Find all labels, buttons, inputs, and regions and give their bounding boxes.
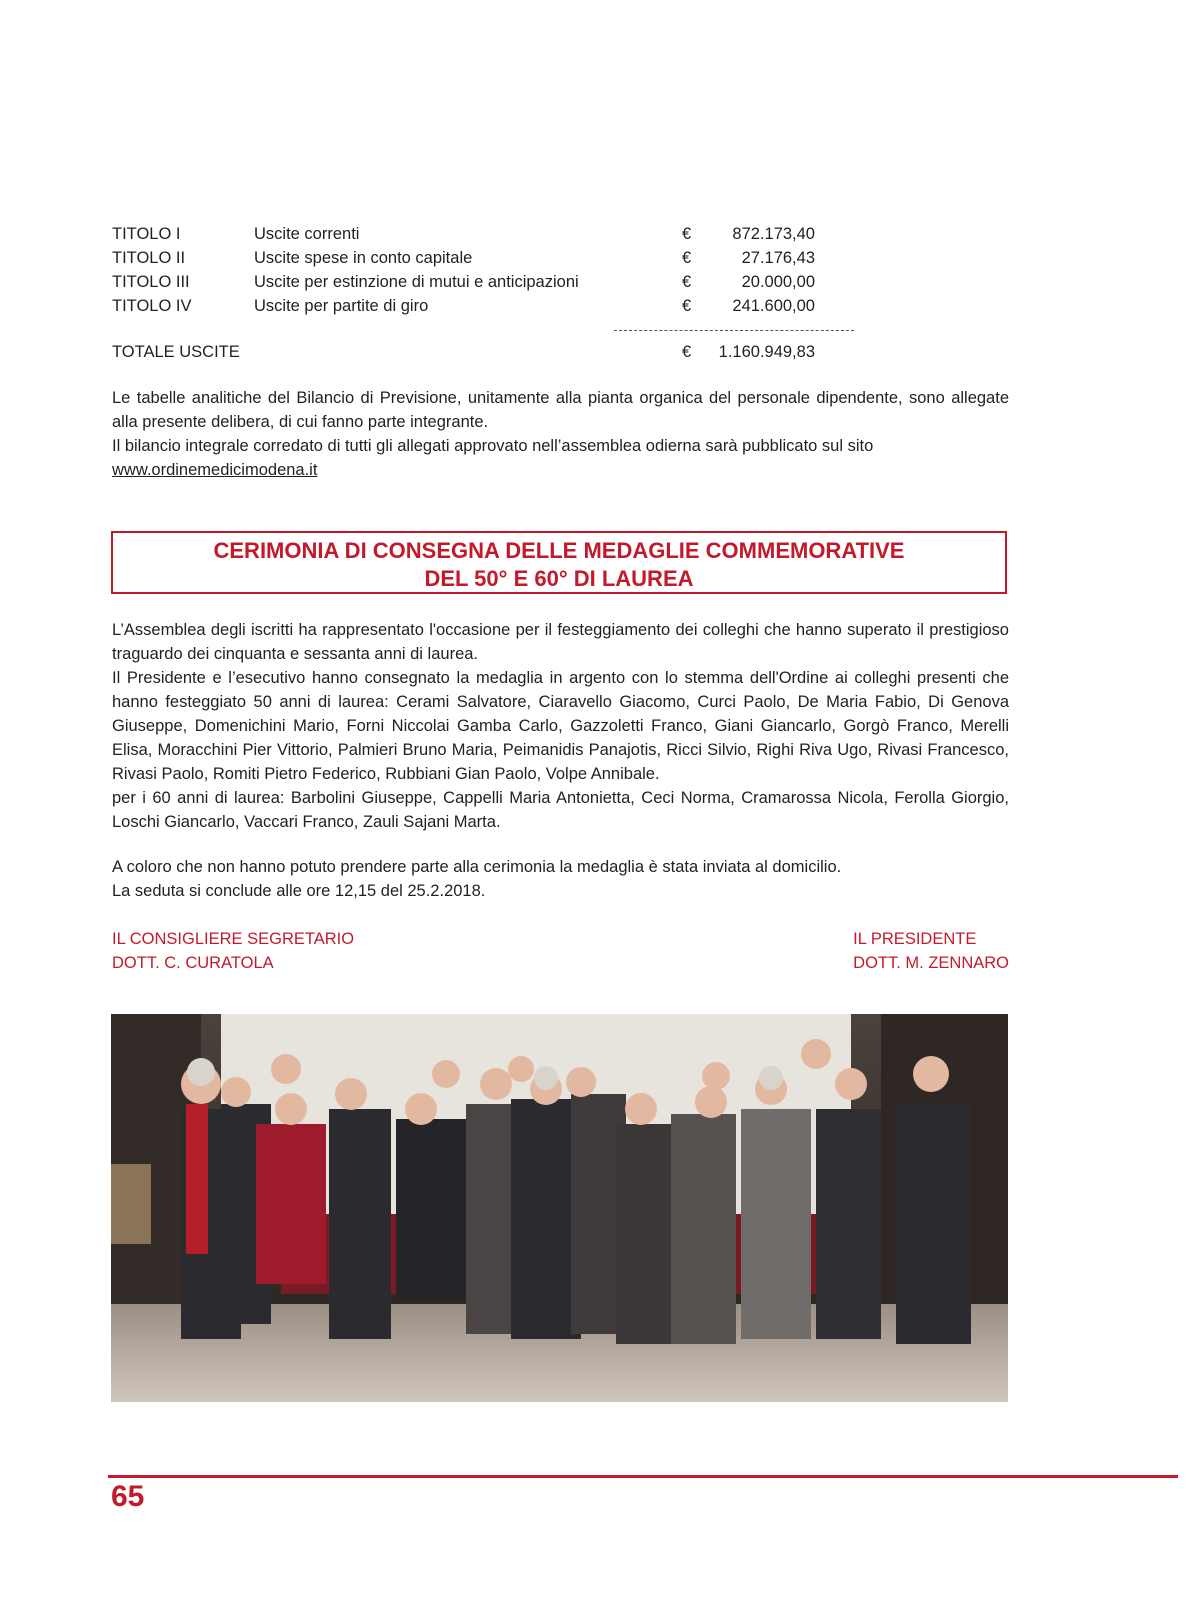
website-link[interactable]: www.ordinemedicimodena.it — [112, 461, 318, 479]
group-photo-illustration — [111, 1014, 1008, 1402]
budget-title: TITOLO I — [112, 225, 181, 243]
intro-paragraph: Le tabelle analitiche del Bilancio di Previsione, unitamente alla pianta organica del personale dipendente, sono allegate alla presente delibera, di cui fanno parte integrante. — [112, 389, 1009, 431]
closing-text — [112, 855, 1009, 903]
signature-role: IL CONSIGLIERE SEGRETARIO — [112, 930, 355, 948]
budget-title: TITOLO III — [112, 273, 190, 291]
signature-name: DOTT. M. ZENNARO — [853, 954, 1009, 972]
budget-total-amount: 1.160.949,83 — [718, 343, 815, 361]
body-paragraph: A coloro che non hanno potuto prendere parte alla cerimonia la medaglia è stata inviata al domicilio. — [112, 858, 842, 876]
intro-paragraph-text: Il bilancio integrale corredato di tutti gli allegati approvato nell’assemblea odierna sarà pubblicato sul sito — [112, 437, 874, 455]
signature-secretary — [112, 927, 354, 975]
budget-amount: 20.000,00 — [741, 273, 815, 291]
budget-row — [112, 270, 872, 294]
budget-total-currency: € — [682, 343, 692, 361]
budget-row — [112, 222, 872, 246]
ceremony-text — [112, 618, 1009, 834]
signature-president — [853, 927, 1009, 975]
section-title-line: DEL 50° E 60° DI LAUREA — [424, 566, 694, 591]
budget-description: Uscite correnti — [254, 225, 360, 243]
budget-table — [112, 222, 872, 361]
budget-amount: 27.176,43 — [741, 249, 815, 267]
budget-title: TITOLO II — [112, 249, 186, 267]
body-paragraph: per i 60 anni di laurea: Barbolini Giuseppe, Cappelli Maria Antonietta, Ceci Norma, Cramarossa Nicola, Ferolla Giorgio, Loschi Giancarlo, Vaccari Franco, Zauli Sajani Marta. — [112, 789, 1009, 831]
budget-title: TITOLO IV — [112, 297, 192, 315]
signature-name: DOTT. C. CURATOLA — [112, 954, 274, 972]
budget-currency: € — [682, 249, 692, 267]
body-paragraph: La seduta si conclude alle ore 12,15 del 25.2.2018. — [112, 882, 486, 900]
intro-paragraph — [112, 458, 1009, 482]
body-paragraph: L’Assemblea degli iscritti ha rappresentato l'occasione per il festeggiamento dei colleghi che hanno superato il prestigioso traguardo dei cinquanta e sessanta anni di laurea. — [112, 621, 1009, 663]
budget-row — [112, 294, 872, 318]
budget-amount: 872.173,40 — [732, 225, 815, 243]
budget-currency: € — [682, 297, 692, 315]
budget-row — [112, 246, 872, 270]
page-number: 65 — [111, 1480, 145, 1513]
budget-total-row — [112, 340, 872, 364]
budget-description: Uscite spese in conto capitale — [254, 249, 473, 267]
body-paragraph: Il Presidente e l’esecutivo hanno consegnato la medaglia in argento con lo stemma dell'Ordine ai colleghi presenti che hanno festeggiato 50 anni di laurea: Cerami Salvatore, Ciaravello Giacomo, Curci Paolo, De Maria Fabio, Di Genova Giuseppe, Domenichini Mario, Forni Niccolai Gamba Carlo, Gazzoletti Franco, Giani Giancarlo, Gorgò Franco, Merelli Elisa, Moracchini Pier Vittorio, Palmieri Bruno Maria, Peimanidis Panajotis, Ricci Silvio, Righi Riva Ugo, Rivasi Francesco, Rivasi Paolo, Romiti Pietro Federico, Rubbiani Gian Paolo, Volpe Annibale. — [112, 669, 1009, 783]
section-title-box — [111, 531, 1007, 594]
budget-description: Uscite per partite di giro — [254, 297, 429, 315]
total-separator — [614, 330, 854, 331]
budget-description: Uscite per estinzione di mutui e anticipazioni — [254, 273, 579, 291]
budget-currency: € — [682, 225, 692, 243]
group-photo — [111, 1014, 1008, 1402]
budget-amount: 241.600,00 — [732, 297, 815, 315]
section-title-line: CERIMONIA DI CONSEGNA DELLE MEDAGLIE COMMEMORATIVE — [213, 538, 905, 563]
intro-text — [112, 386, 1009, 482]
budget-currency: € — [682, 273, 692, 291]
signature-role: IL PRESIDENTE — [853, 930, 977, 948]
footer-rule — [108, 1475, 1178, 1478]
intro-paragraph — [112, 434, 1009, 458]
budget-total-title: TOTALE USCITE — [112, 343, 240, 361]
